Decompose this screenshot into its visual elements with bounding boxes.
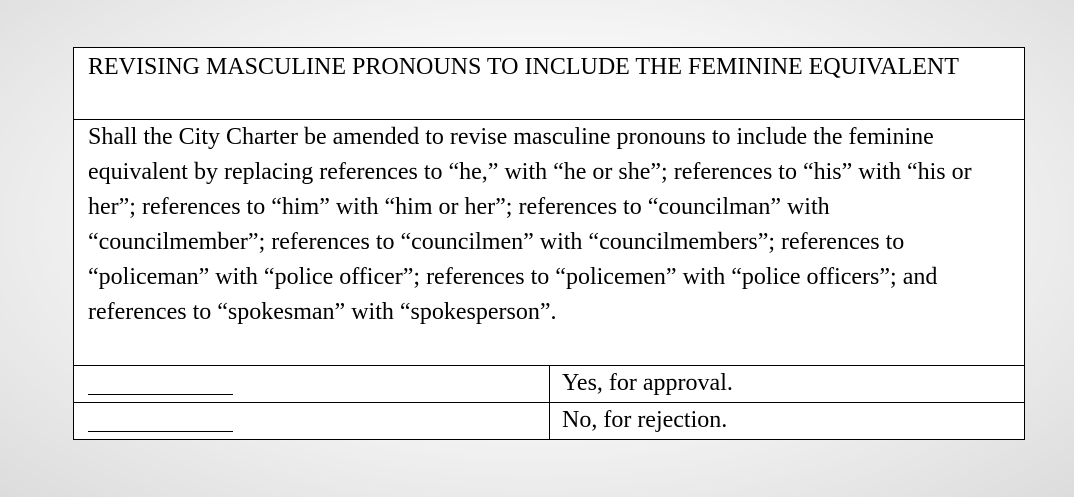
vote-row-no bbox=[74, 403, 1024, 439]
choice-no-label: No, for rejection. bbox=[562, 407, 728, 433]
no-mark-cell bbox=[74, 403, 550, 439]
vote-row-yes bbox=[74, 366, 1024, 403]
choice-yes-label: Yes, for approval. bbox=[562, 370, 733, 396]
measure-title: REVISING MASCULINE PRONOUNS TO INCLUDE THE FEMININE EQUIVALENT bbox=[74, 48, 1024, 120]
yes-mark-line bbox=[88, 394, 233, 395]
yes-mark-cell bbox=[74, 366, 550, 402]
ballot-measure-table bbox=[73, 47, 1025, 440]
measure-question: Shall the City Charter be amended to revise masculine pronouns to include the feminine equivalent by replacing references to “he,” with “he or she”; references to “his” with “his or her”; references to “him” with “him or her”; references to “councilman” with “councilmember”; references to “councilmen” with “councilmembers”; references to “policeman” with “police officer”; references to “policemen” with “police officers”; and references to “spokesman” with “spokesperson”. bbox=[74, 120, 1024, 366]
no-mark-line bbox=[88, 431, 233, 432]
